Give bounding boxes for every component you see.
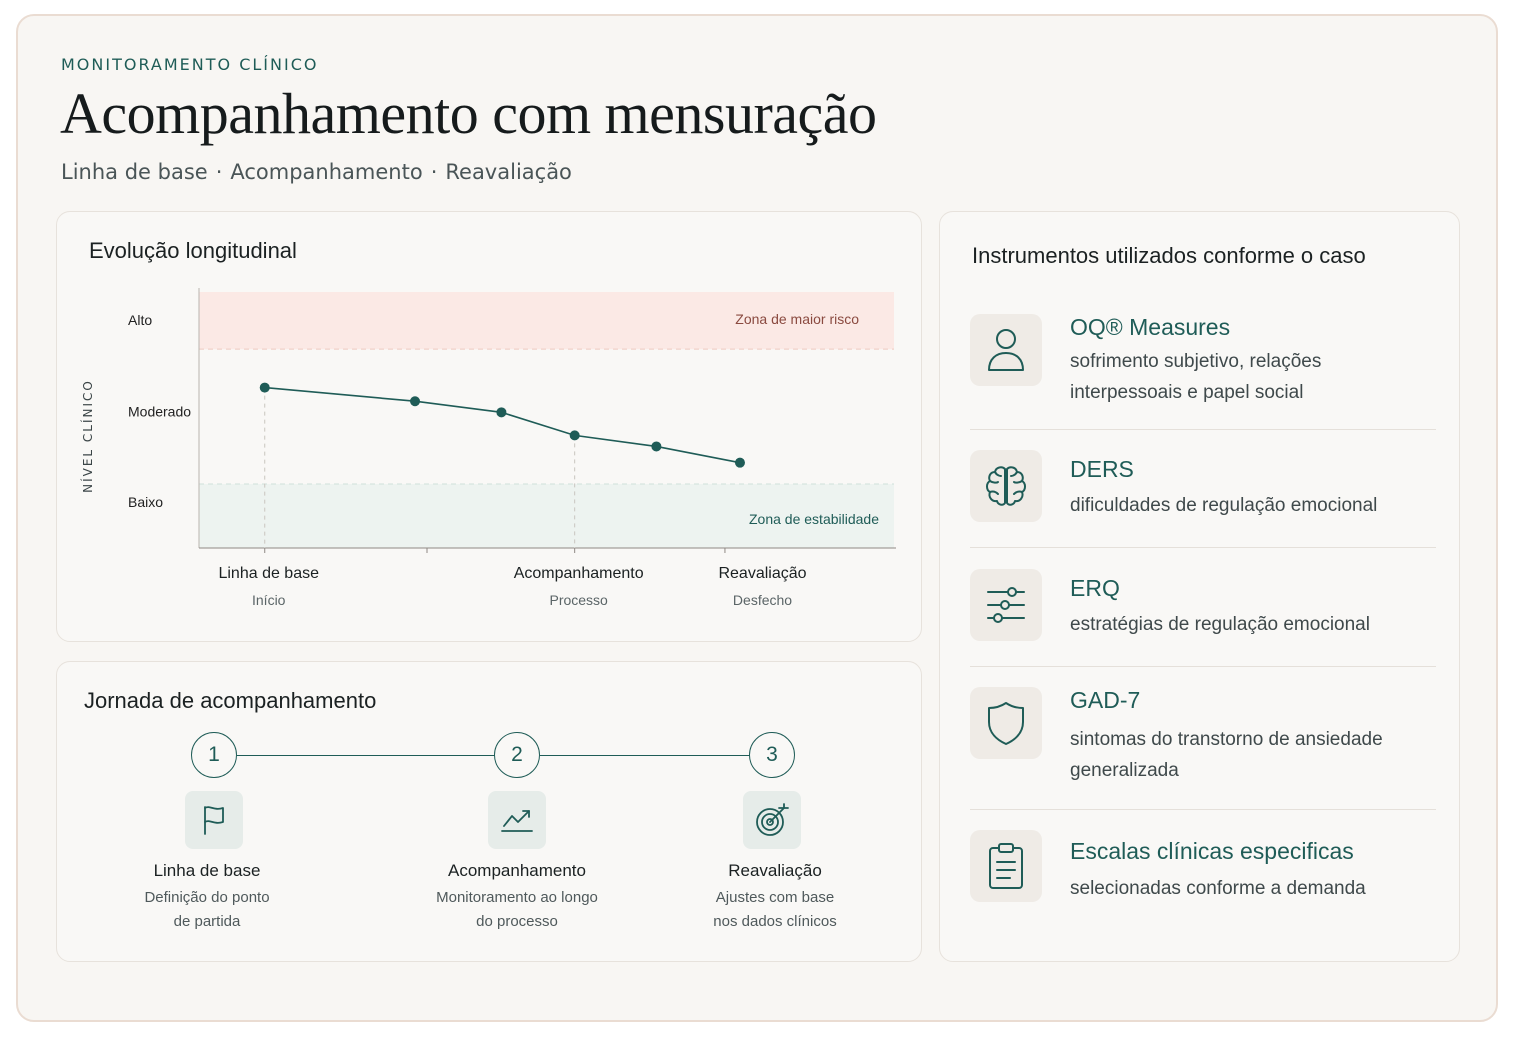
divider bbox=[970, 547, 1436, 548]
instrument-item bbox=[970, 830, 1436, 910]
step-description bbox=[655, 886, 895, 934]
subtitle-part-reassessment: Reavaliação bbox=[445, 160, 572, 184]
instrument-name: OQ® Measures bbox=[1070, 314, 1231, 340]
step-description-line: de partida bbox=[173, 913, 241, 930]
subtitle-separator: · bbox=[430, 160, 438, 184]
divider bbox=[970, 429, 1436, 430]
step-number-badge: 3 bbox=[749, 732, 795, 778]
chart-card bbox=[56, 211, 922, 642]
step-number-badge: 2 bbox=[494, 732, 540, 778]
instrument-item bbox=[970, 569, 1436, 649]
clipboard-icon bbox=[970, 830, 1042, 902]
series-line bbox=[265, 388, 740, 463]
y-axis-label: NÍVEL CLÍNICO bbox=[81, 379, 95, 493]
trend-chart-icon bbox=[488, 791, 546, 849]
data-point bbox=[410, 396, 420, 406]
step-description-line: Monitoramento ao longo bbox=[436, 889, 598, 906]
instrument-description: selecionadas conforme a demanda bbox=[1070, 878, 1366, 899]
step-title: Acompanhamento bbox=[448, 861, 586, 880]
y-tick-label: Moderado bbox=[128, 403, 192, 420]
x-tick-label: Reavaliação bbox=[718, 565, 807, 582]
instrument-name: DERS bbox=[1070, 456, 1134, 482]
x-tick-sublabel: Desfecho bbox=[732, 592, 793, 608]
step-number-badge: 1 bbox=[191, 732, 237, 778]
journey-card-title: Jornada de acompanhamento bbox=[84, 688, 377, 713]
risk-zone-label: Zona de maior risco bbox=[735, 311, 859, 327]
subtitle bbox=[61, 160, 572, 184]
timeline-connector bbox=[540, 755, 750, 756]
subtitle-separator: · bbox=[215, 160, 223, 184]
y-tick-label: Alto bbox=[128, 312, 153, 329]
step-description bbox=[397, 886, 637, 934]
data-point bbox=[260, 383, 270, 393]
instrument-item bbox=[970, 687, 1436, 787]
divider bbox=[970, 666, 1436, 667]
instruments-card bbox=[939, 211, 1460, 962]
instruments-card-title: Instrumentos utilizados conforme o caso bbox=[972, 243, 1366, 268]
step-description-line: Definição do ponto bbox=[144, 889, 270, 906]
step-description-line: Ajustes com base bbox=[715, 889, 835, 906]
step-title: Reavaliação bbox=[728, 861, 822, 880]
data-point bbox=[496, 407, 506, 417]
instrument-name: ERQ bbox=[1070, 575, 1120, 601]
step-description-line: nos dados clínicos bbox=[713, 913, 837, 930]
x-tick-label: Linha de base bbox=[218, 565, 320, 582]
instrument-description: dificuldades de regulação emocional bbox=[1070, 495, 1378, 516]
step-title: Linha de base bbox=[153, 861, 261, 880]
flag-icon bbox=[185, 791, 243, 849]
instrument-description: estratégias de regulação emocional bbox=[1070, 614, 1370, 635]
subtitle-part-followup: Acompanhamento bbox=[230, 160, 423, 184]
instrument-item bbox=[970, 314, 1436, 414]
instrument-item bbox=[970, 450, 1436, 530]
sliders-icon bbox=[970, 569, 1042, 641]
page-title: Acompanhamento com mensuração bbox=[60, 81, 877, 146]
chart-card-title: Evolução longitudinal bbox=[89, 238, 297, 263]
data-point bbox=[651, 441, 661, 451]
eyebrow-label: MONITORAMENTO CLÍNICO bbox=[61, 55, 319, 74]
instrument-name: Escalas clínicas especificas bbox=[1070, 838, 1354, 864]
x-tick-label: Acompanhamento bbox=[513, 565, 644, 582]
line-chart bbox=[57, 212, 923, 643]
x-tick-sublabel: Processo bbox=[549, 592, 608, 608]
stability-zone-label: Zona de estabilidade bbox=[749, 511, 879, 527]
brain-icon bbox=[970, 450, 1042, 522]
person-icon bbox=[970, 314, 1042, 386]
journey-card bbox=[56, 661, 922, 962]
step-description bbox=[87, 886, 327, 934]
divider bbox=[970, 809, 1436, 810]
shield-icon bbox=[970, 687, 1042, 759]
data-point bbox=[735, 458, 745, 468]
subtitle-part-baseline: Linha de base bbox=[61, 160, 208, 184]
timeline-connector bbox=[237, 755, 495, 756]
instrument-name: GAD-7 bbox=[1070, 687, 1141, 713]
instrument-description: sofrimento subjetivo, relações interpessoais e papel social bbox=[1070, 351, 1322, 403]
x-tick-sublabel: Início bbox=[252, 592, 286, 608]
data-point bbox=[570, 430, 580, 440]
instrument-description: sintomas do transtorno de ansiedade generalizada bbox=[1070, 729, 1383, 781]
step-description-line: do processo bbox=[476, 913, 558, 930]
y-tick-label: Baixo bbox=[128, 493, 164, 510]
target-icon bbox=[743, 791, 801, 849]
